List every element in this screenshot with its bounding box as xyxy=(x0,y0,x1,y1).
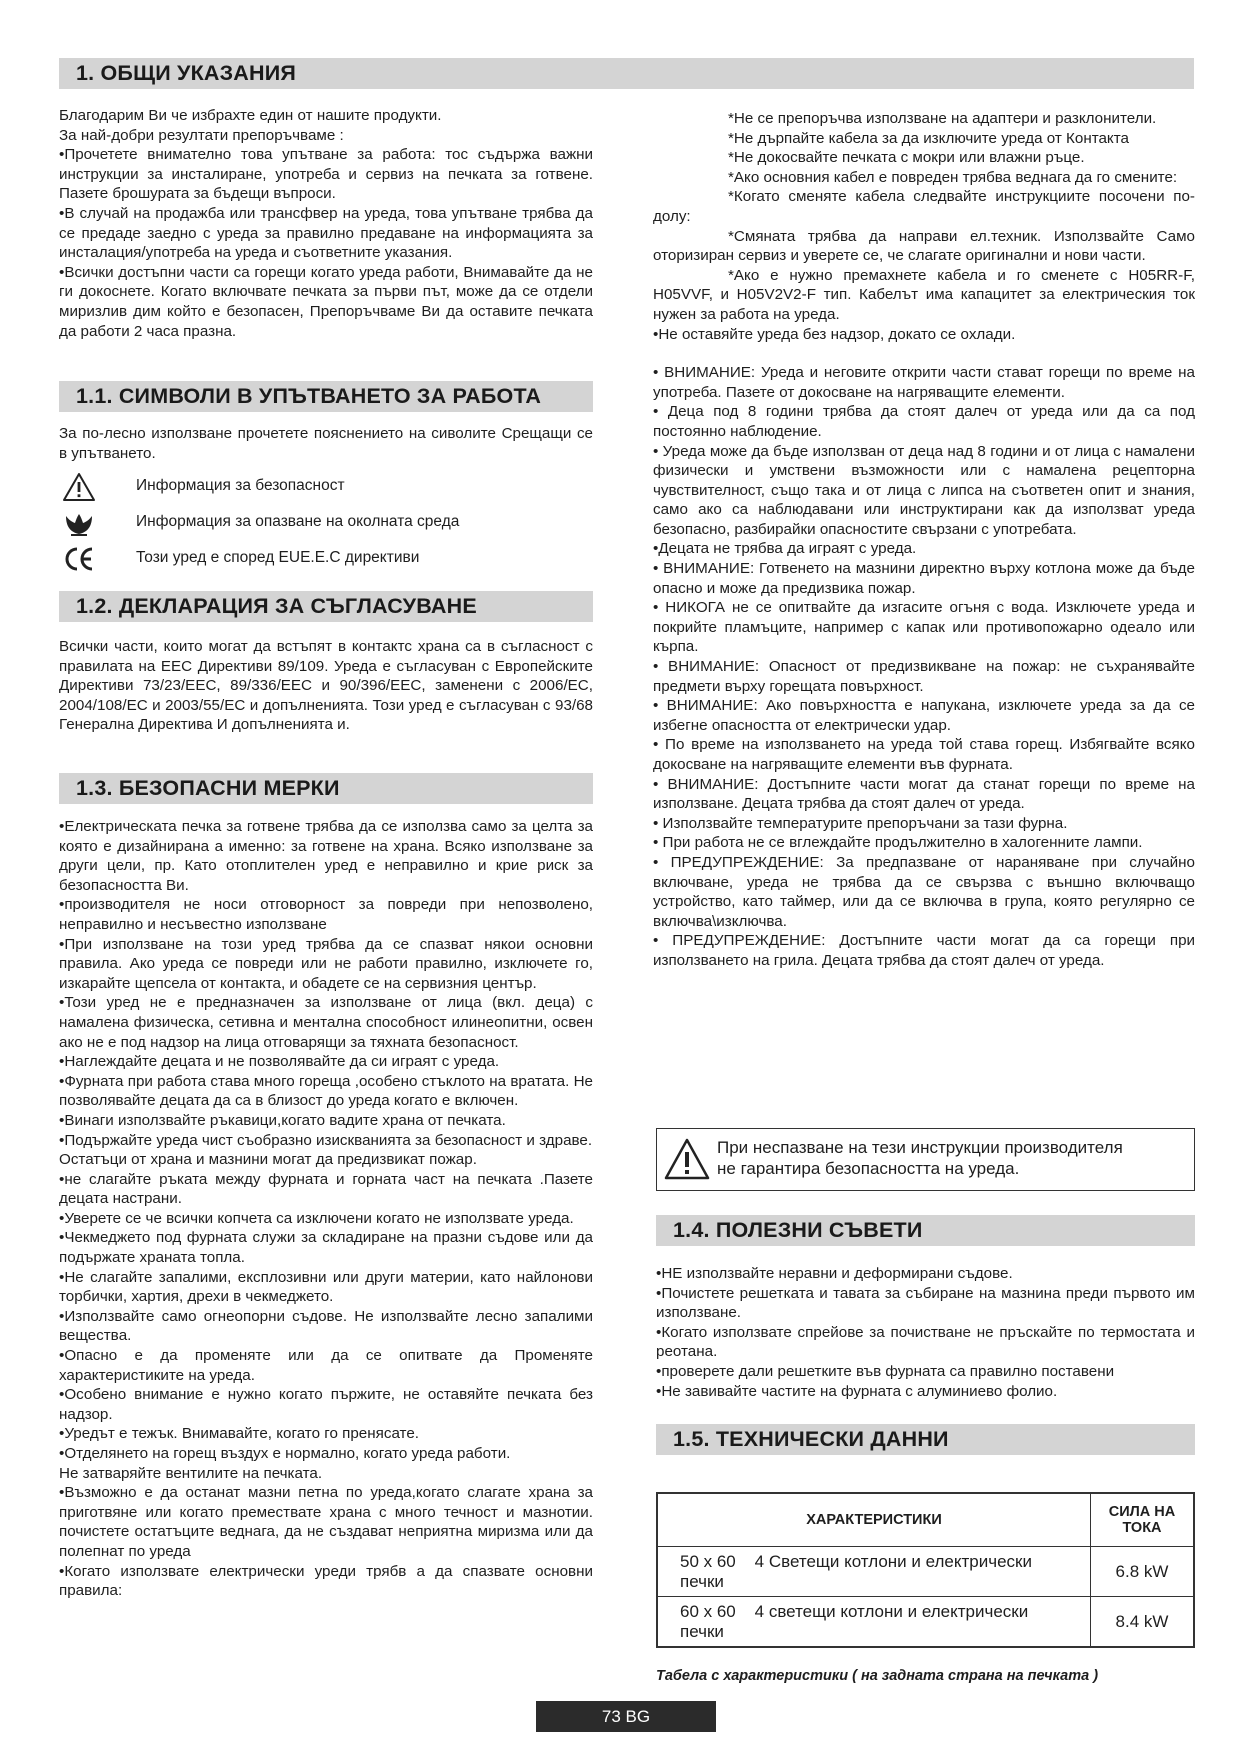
safety-item: • ВНИМАНИЕ: Уреда и неговите открити части стават горещи по време на употреба. Пазете от докосване на нагряващите елементи. xyxy=(653,364,1195,401)
safety-item: •Опасно е да променяте или да се опитвате да Променяте характеристиките на уреда. xyxy=(59,1347,593,1384)
safety-item: •Уверете се че всички копчета са изключени когато не използвате уреда. xyxy=(59,1209,574,1227)
table-header-cell: СИЛА НА ТОКА xyxy=(1091,1493,1195,1547)
safety-item: *Смяната трябва да направи ел.техник. Използвайте Само оторизиран сервиз и уверете се, че слагате оригинални и нови части. xyxy=(653,227,1195,265)
section-heading-general: 1. ОБЩИ УКАЗАНИЯ xyxy=(59,58,1194,89)
tip-item: •Почистете решетката и тавата за събиране на мазнина преди първото им използване. xyxy=(656,1284,1195,1322)
environment-hands-icon xyxy=(62,508,96,538)
section-heading-symbols: 1.1. СИМВОЛИ В УПЪТВАНЕТО ЗА РАБОТА xyxy=(59,381,593,412)
safety-item: • Уреда може да бъде използван от деца над 8 години и от лица с намалени физически и умствени възможности или с намалена рецепторна чувствителност, също така и от лица с липса на съответен опит и знания, само ако са наблюдавани или инструктирани как да използват уреда безопасно, разбирайки опасностите свързани с употребата. xyxy=(653,442,1195,538)
safety-item: *Не докосвайте печката с мокри или влажни ръце. xyxy=(728,149,1085,167)
table-header-row xyxy=(657,1493,1194,1547)
safety-item: •Този уред не е предназначен за използване от лица (вкл. деца) с намалена физическа, сетивна и ментална способност илинеопитни, освен ако не е под надзор на лица отговарящи за тяхната безопасност. xyxy=(59,994,593,1051)
section-heading-declaration: 1.2. ДЕКЛАРАЦИЯ ЗА СЪГЛАСУВАНЕ xyxy=(59,591,593,622)
tip-item: •Когато използвате спрейове за почистване не пръскайте по термостата и реотана. xyxy=(656,1323,1195,1361)
safety-item: *Ако е нужно премахнете кабела и го сменете с H05RR-F, H05VVF, и H05V2V2-F тип. Кабелът има капацитет за електрическия ток нужен за работа на уреда. xyxy=(653,266,1195,323)
safety-item: •Децата не трябва да играят с уреда. xyxy=(653,540,917,558)
safety-item: • ВНИМАНИЕ: Ако повърхността е напукана, изключете уреда за да се избегне опасността от електрически удар. xyxy=(653,697,1195,734)
safety-item: •При използване на този уред трябва да се спазват някои основни правила. Ако уреда се повреди или не работи правилно, изключете го, изкарайте щепсела от контакта, и обадете се на сервизния център. xyxy=(59,935,593,992)
safety-item: Остатъци от храна и мазнини могат да предизвикат пожар. xyxy=(59,1151,477,1169)
safety-item: • ВНИМАНИЕ: Достъпните части могат да станат горещи по време на използване. Децата трябва да стоят далеч от уреда. xyxy=(653,775,1195,813)
symbol-label: Информация за опазване на околната среда xyxy=(136,513,460,530)
symbol-row-ce xyxy=(60,544,620,578)
symbol-row-safety xyxy=(60,472,620,506)
intro-paragraph: •В случай на продажба или трансфвер на уреда, това упътване трябва да се предаде заедно с уреда за правилно предаване на информацията за инсталация/употреба на уреда и съответните указания. xyxy=(59,204,593,262)
intro-paragraph: •Прочетете внимателно това упътване за работа: тос съдържа важни инструкции за инсталиране, употреба и сервиз на печката за готвене. Пазете брошурата за бъдещи въпроси. xyxy=(59,146,593,203)
safety-item: Не затваряйте вентилите на печката. xyxy=(59,1464,323,1482)
tip-item: •проверете дали решетките във фурната са правилно поставени xyxy=(656,1362,1115,1380)
symbol-row-environment xyxy=(60,508,620,542)
safety-item: • ВНИМАНИЕ: Готвенето на мазнини директно върху котлона може да бъде опасно и може да предизвика пожар. xyxy=(653,560,1195,597)
intro-text xyxy=(59,106,593,341)
symbol-label: Информация за безопасност xyxy=(136,477,345,494)
table-cell: 50 x 60 4 Светещи котлони и електрически печки xyxy=(657,1547,1091,1597)
table-row xyxy=(657,1547,1194,1597)
intro-line: За най-добри резултати препоръчваме : xyxy=(59,126,344,144)
symbols-intro xyxy=(59,424,593,463)
safety-item: • ПРЕДУПРЕЖДЕНИЕ: За предпазване от нараняване при случайно включване, уреда не трябва да се свързва с външно включващо устройство, като таймер, или да се включва в група, която регулярно се включва\изключва. xyxy=(653,853,1195,930)
safety-item: *Ако основния кабел е повреден трябва веднага да го смените: xyxy=(728,168,1178,186)
safety-item: •Фурната при работа става много гореща ,особено стъклото на вратата. Не позволявайте децата да са в близост до уреда когато е включен. xyxy=(59,1072,593,1110)
table-cell: 60 x 60 4 светещи котлони и електрически печки xyxy=(657,1597,1091,1648)
safety-item: •Когато използвате електрически уреди трябв а да спазвате основни правила: xyxy=(59,1562,593,1600)
warning-triangle-icon xyxy=(62,472,96,502)
warning-box xyxy=(656,1128,1195,1191)
safety-left-text xyxy=(59,817,593,1601)
table-caption: Табела с характеристики ( на задната страна на печката ) xyxy=(656,1668,1099,1684)
safety-item: •не слагайте ръката между фурната и горната част на печката .Пазете децата настрани. xyxy=(59,1170,593,1208)
symbols-intro-text: За по-лесно използване прочетете пояснението на сиволите Срещащи се в упътването. xyxy=(59,425,593,462)
safety-item: •Използвайте само огнеопорни съдове. Не използвайте лесно запалими веществa. xyxy=(59,1307,593,1345)
safety-item: • Използвайте температурите препоръчани за тази фурна. xyxy=(653,814,1068,832)
table-header-cell: ХАРАКТЕРИСТИКИ xyxy=(657,1493,1091,1547)
safety-item: *Не дърпайте кабела за да изключите уреда от Контакта xyxy=(728,129,1129,147)
warning-triangle-icon xyxy=(663,1137,711,1181)
declaration-paragraph: Всички части, които могат да встъпят в контактс храна са в съгласност с правилата на ЕЕС Директиви 89/109. Уреда е съгласуван с Европейските Директиви 73/23/EEC, 89/336/EEC и 90/396/EEC, заменени с 2006/EC, 2004/108/EC и 2003/55/EC и допълненията. Този уред е съгласуван с 93/68 Генерална Директива И допълненията и. xyxy=(59,638,593,734)
tip-item: •Не завивайте частите на фурната с алуминиево фолио. xyxy=(656,1382,1058,1400)
safety-item: *Не се препоръчва използване на адаптери и разклонители. xyxy=(728,110,1157,127)
safety-item: •Наглеждайте децата и не позволявайте да си играят с уреда. xyxy=(59,1053,500,1071)
safety-item: • ВНИМАНИЕ: Опасност от предизвикване на пожар: не съхранявайте предмети върху горещата повърхност. xyxy=(653,658,1195,695)
tips-text xyxy=(656,1264,1195,1401)
section-heading-tips: 1.4. ПОЛЕЗНИ СЪВЕТИ xyxy=(656,1215,1195,1246)
table-cell: 8.4 kW xyxy=(1091,1597,1195,1648)
safety-item: •Винаги използвайте ръкавици,когато вадите храна от печката. xyxy=(59,1111,506,1129)
safety-item: • НИКОГА не се опитвайте да изгасите огъня с вода. Изключете уреда и покрийте пламъците, например с капак или противопожарно одеало или кърпа. xyxy=(653,599,1195,656)
tip-item: •НЕ използвайте неравни и деформирани съдове. xyxy=(656,1265,1013,1282)
safety-item: •Електрическата печка за готвене трябва да се използва само за целта за която е дизайнирана а именно: за готвене на храна. Всяко използване за други цели, пр. Като отоплителен уред е неправилно и крие риск за безопасността Ви. xyxy=(59,818,593,894)
safety-item: •производителя не носи отговорност за повреди при непозволено, неправилно и несъвестно използване xyxy=(59,896,593,933)
section-heading-tech-data: 1.5. ТЕХНИЧЕСКИ ДАННИ xyxy=(656,1424,1195,1455)
symbol-label: Този уред е според EUE.E.C директиви xyxy=(136,549,420,566)
safety-item: •Особено внимание е нужно когато пържите, не оставяйте печката без надзор. xyxy=(59,1386,593,1423)
tech-data-table xyxy=(656,1492,1195,1648)
warning-line: не гарантира безопасността на уреда. xyxy=(717,1159,1020,1178)
warning-text xyxy=(717,1137,1123,1179)
safety-item: • Деца под 8 години трябва да стоят далеч от уреда или да са под постоянно наблюдение. xyxy=(653,403,1195,440)
safety-item: • По време на използването на уреда той става горещ. Избягвайте всяко докосване на нагряващите елементи във фурната. xyxy=(653,736,1195,773)
safety-item: •Подържайте уреда чист съобразно изискванията за безопасност и здраве. xyxy=(59,1131,593,1149)
safety-item: • При работа не се вглеждайте продължително в халогенните лампи. xyxy=(653,834,1143,852)
declaration-text xyxy=(59,637,593,735)
table-cell: 6.8 kW xyxy=(1091,1547,1195,1597)
safety-item: • ПРЕДУПРЕЖДЕНИЕ: Достъпните части могат да са горещи при използването на грила. Децата трябва да стоят далеч от уреда. xyxy=(653,932,1195,969)
page-number: 73 BG xyxy=(536,1701,716,1732)
safety-item: •Не слагайте запалими, експлозивни или други материи, като найлонови торбички, хартия, дрехи в чекмеджето. xyxy=(59,1268,593,1306)
safety-item: •Не оставяйте уреда без надзор, докато се охлади. xyxy=(653,325,1016,343)
safety-item: •Отделянето на горещ въздух е нормално, когато уреда работи. xyxy=(59,1445,511,1462)
section-heading-safety: 1.3. БЕЗОПАСНИ МЕРКИ xyxy=(59,773,593,804)
table-row xyxy=(657,1597,1194,1648)
safety-item: •Уредът е тежък. Внимавайте, когато го пренясате. xyxy=(59,1425,420,1443)
safety-right-text xyxy=(653,109,1195,971)
safety-item: •Чекмеджето под фурната служи за складиране на празни съдове или да подържате храната топла. xyxy=(59,1229,593,1267)
intro-line: Благодарим Ви че избрахте един от нашите продукти. xyxy=(59,107,442,124)
intro-paragraph: •Всички достъпни части са горещи когато уреда работи, Внимавайте да не ги докоснете. Когато включвате печката за първи път, може да се отдели миризлив дим който е безопасен, Препоръчваме Ви да оставите печката да работи 2 часа празна. xyxy=(59,263,593,340)
safety-item: •Възможно е да останат мазни петна по уреда,когато слагате храна за приготвяне или когато премествате храна с много течност и мазнотии. почистете остатъците веднага, да не създават неприятна миризма или да полепнат по уреда xyxy=(59,1484,593,1560)
safety-item: *Когато сменяте кабела следвайте инструкциите посочени по-долу: xyxy=(653,188,1195,225)
ce-mark-icon xyxy=(62,544,96,574)
warning-line: При неспазване на тези инструкции производителя xyxy=(717,1138,1123,1157)
